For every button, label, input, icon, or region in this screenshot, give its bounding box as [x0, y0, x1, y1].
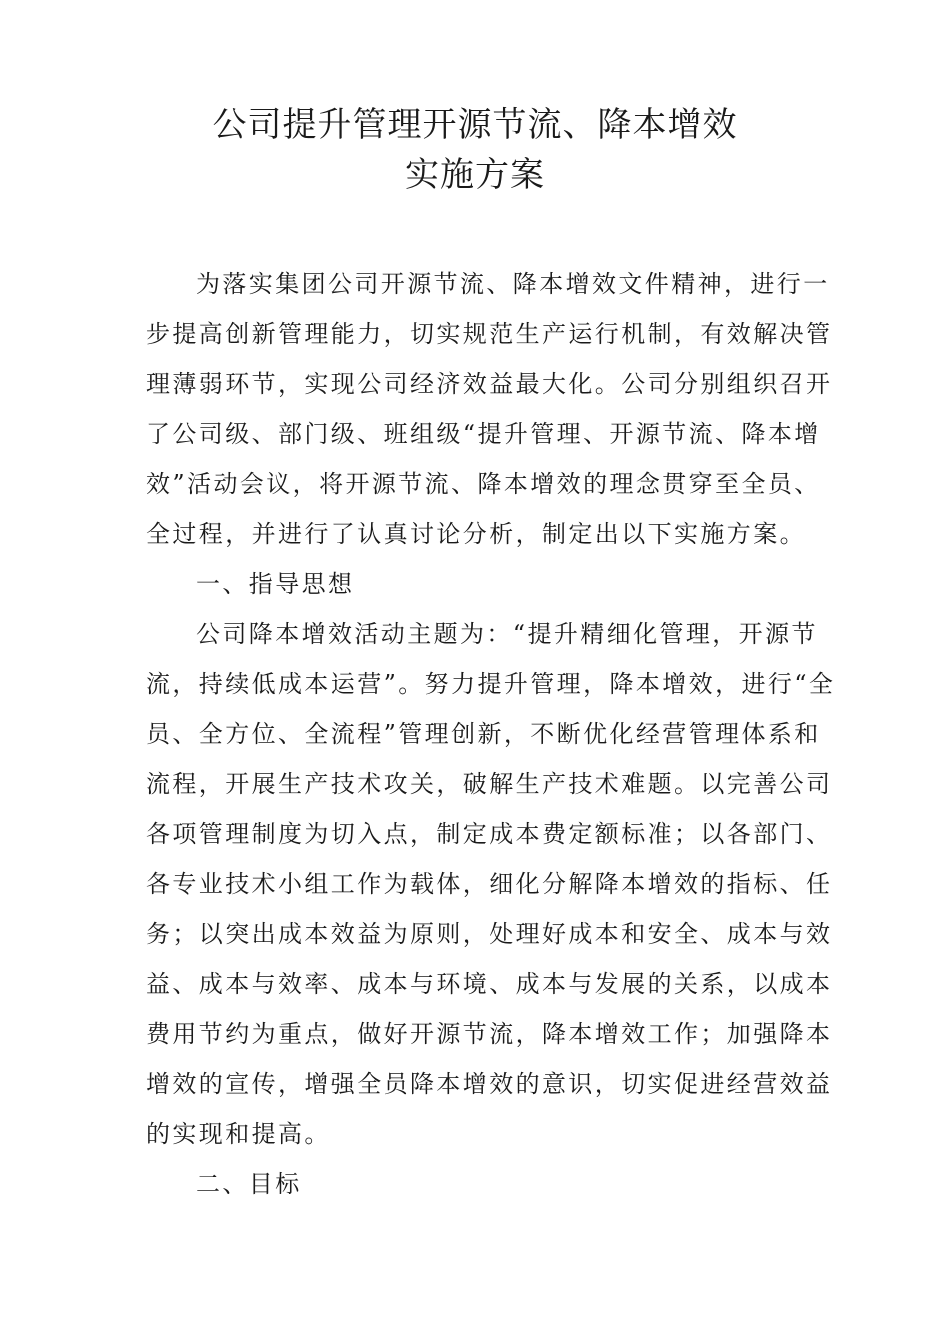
paragraph-line: 为落实集团公司开源节流、降本增效文件精神，进行一 — [196, 270, 830, 298]
paragraph-line: 效”活动会议，将开源节流、降本增效的理念贯穿至全员、 — [146, 470, 821, 498]
document-title-line-1: 公司提升管理开源节流、降本增效 — [212, 105, 738, 145]
paragraph-line: 增效的宣传，增强全员降本增效的意识，切实促进经营效益 — [146, 1070, 833, 1098]
paragraph-line: 理薄弱环节，实现公司经济效益最大化。公司分别组织召开 — [146, 370, 833, 398]
paragraph-line: 流程，开展生产技术攻关，破解生产技术难题。以完善公司 — [146, 770, 833, 798]
paragraph-line: 了公司级、部门级、班组级“提升管理、开源节流、降本增 — [146, 420, 821, 448]
paragraph-line: 的实现和提高。 — [146, 1120, 331, 1148]
paragraph-line: 各项管理制度为切入点，制定成本费定额标准；以各部门、 — [146, 820, 833, 848]
paragraph-line: 流，持续低成本运营”。努力提升管理，降本增效，进行“全 — [146, 670, 836, 698]
paragraph-line: 务；以突出成本效益为原则，处理好成本和安全、成本与效 — [146, 920, 833, 948]
paragraph-line: 步提高创新管理能力，切实规范生产运行机制，有效解决管 — [146, 320, 833, 348]
section-heading-goals: 二、目标 — [196, 1170, 302, 1198]
paragraph-line: 费用节约为重点，做好开源节流，降本增效工作；加强降本 — [146, 1020, 833, 1048]
paragraph-line: 员、全方位、全流程”管理创新，不断优化经营管理体系和 — [146, 720, 821, 748]
paragraph-line: 益、成本与效率、成本与环境、成本与发展的关系，以成本 — [146, 970, 833, 998]
paragraph-line: 全过程，并进行了认真讨论分析，制定出以下实施方案。 — [146, 520, 806, 548]
section-heading-guiding-principles: 一、指导思想 — [196, 570, 355, 598]
paragraph-line: 各专业技术小组工作为载体，细化分解降本增效的指标、任 — [146, 870, 833, 898]
document-title-line-2: 实施方案 — [405, 155, 545, 195]
paragraph-line: 公司降本增效活动主题为：“提升精细化管理，开源节 — [196, 620, 818, 648]
